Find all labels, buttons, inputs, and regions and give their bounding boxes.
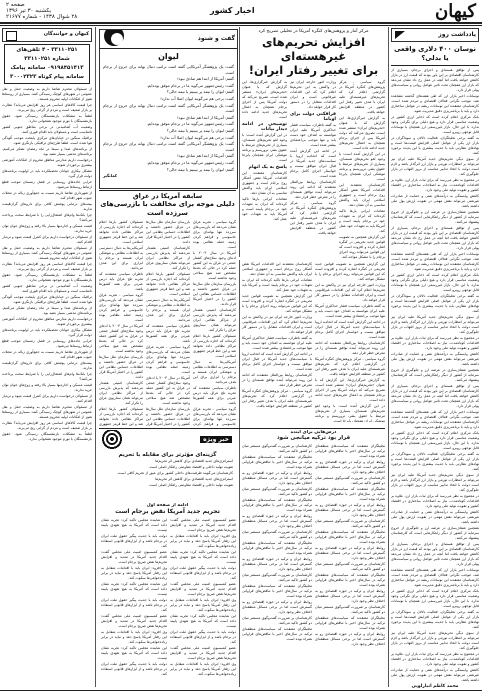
paragraph: دولت باید با جدیت پیگیر حقوق ملت ایران در برجام باشد و از ابزارهای قانونی استفاده کند.	[101, 598, 167, 612]
reader-item: مشکل بیکاری جوانان تحصیلکرده باید در اولویت برنامه‌های دولت قرار گیرد.	[2, 169, 92, 178]
reader-item: از مسئولان محترم تقاضا داریم به وضعیت حمل و نقل عمومی در شهرهای کوچک رسیدگی کنند. بسیاری از روستاها هنوز از امکانات اولیه محروم هستند.	[2, 246, 92, 260]
news-line: تقویت تولید داخلی و اقتصاد مقاومتی راهکار اصلی است.	[148, 483, 233, 487]
paragraph: دولت باید با جدیت پیگیر حقوق ملت ایران در برجام باشد و از ابزارهای قانونی استفاده کند.	[170, 630, 236, 644]
date-line: یکشنبه ۳۰ تیر ۱۳۹۶	[6, 8, 51, 14]
paragraph: عضو کمیسیون امنیت ملی مجلس گفت: اقدام جدید آمریکا در تمدید و افزایش تحریم‌ها نقض صریح برجام است.	[170, 518, 236, 532]
main-col-1	[339, 80, 385, 260]
paragraph: کارشناسان معتقدند این اقدامات آمریکا نقض آشکار روح برجام است و جمهوری اسلامی ایران باید واکنش مناسبی به آن نشان دهد.	[339, 183, 385, 207]
paragraph: کارشناسان روابط بین‌الملل معتقدند که ادامه این روند می‌تواند آینده توافق هسته‌ای را در معرض خطر قرار دهد.	[242, 373, 312, 387]
paragraph: روابط ایران و ترکیه در حوزه اقتصادی رو به گسترش است اما در برخی مسائل منطقه‌ای اختلاف نظر وجود دارد.	[315, 589, 385, 603]
paragraph: تحلیلگران معتقدند که سیاست‌های منطقه‌ای ترکیه در سال‌های اخیر با تناقض‌های فراوانی همراه بوده است.	[242, 455, 312, 469]
paragraph: در این گزارش آمده است: با وجود لغو تحریم‌های هسته‌ای، بسیاری از تحریم‌های مرتبط با حقوق بشر، تروریسم و برنامه موشکی ایران همچنان پابرجا است.	[242, 133, 287, 162]
paragraph: مقامات ایرانی بارها تاکید کرده‌اند که ایران به تعهدات خود در برجام پایبند است و آمریکا باید به تعهدات خود عمل کند.	[339, 209, 385, 233]
dialogue-line: گفت: رئیس‌جمهور می‌گوید ما در برجام موفق بوده‌ایم.	[146, 82, 234, 88]
paragraph: گروه سیاسی - مرکز پژوهش‌های کنگره آمریکا در گزارشی اعلام کرد که تحریم‌های غیرهسته‌ای علیه ایران با هدف تغییر رفتار این کشور در منطقه افزایش خواهد یافت.	[315, 357, 385, 376]
reader-item: بیمه‌های درمانی پوشش کافی برای داروهای گران‌قیمت ندارند.	[2, 361, 92, 370]
paragraph: روابط ایران و ترکیه در حوزه اقتصادی رو به گسترش است اما در برخی مسائل منطقه‌ای اختلاف نظر وجود دارد.	[315, 632, 385, 646]
issue-line: ۲۸ شوال ۱۴۳۸ - شماره ۲۱۶۷۷	[6, 14, 78, 20]
page-number: صفحه ۲	[6, 2, 25, 8]
editorial-header	[391, 28, 479, 42]
paragraph: همچنین شفاف‌سازی در عرضه ارز و جلوگیری از خروج سرمایه از کشور از دیگر راهکارهایی است که کارشناسان پیشنهاد می‌کنند.	[391, 368, 479, 382]
reader-item: از برنامه‌های صدا و سیما در ماه رمضان تشکر می‌کنیم. برنامه‌های مذهبی بسیار مفید بود.	[2, 147, 92, 156]
paragraph: کارشناسان معتقدند این اقدامات آمریکا نقض آشکار روح برجام است و جمهوری اسلامی ایران باید واکنش مناسبی به آن نشان دهد.	[242, 171, 287, 195]
main-story-columns	[242, 80, 385, 260]
paragraph: وی افزود: ایران باید با اقدامات متقابل به این رفتار آمریکا پاسخ دهد و نباید در برابر زیاده‌خواهی‌ها سکوت کند.	[170, 662, 236, 676]
reader-item: درخواست داریم مدارس مناطق محروم از امکانات آموزشی بیشتری برخوردار شوند.	[2, 158, 92, 167]
reader-item: از شهرداری تقاضا داریم نسبت به جمع‌آوری زباله در محلات جنوب شهر اقدام کند.	[2, 350, 92, 359]
paragraph: روابط ایران و ترکیه در حوزه اقتصادی رو به گسترش است اما در برخی مسائل منطقه‌ای اختلاف نظر وجود دارد.	[315, 546, 385, 560]
continued-col-2	[242, 262, 312, 422]
paragraph: تحلیلگران معتقدند که سیاست‌های منطقه‌ای ترکیه در سال‌های اخیر با تناقض‌های فراوانی همراه بوده است.	[315, 616, 385, 630]
paragraph: نوسانات اخیر بازار ارز که طی هفته‌های گذشته مشاهده شد، موجب نگرانی فعالان اقتصادی و مردم شده است. کارشناسان معتقدند این نوسانات ریشه در عوامل ساختاری دارد و باید با برنامه‌ریزی دقیق مدیریت شود.	[391, 568, 479, 587]
paragraph: این نماینده مجلس تاکید کرد: تجربه نشان داده است که آمریکا به هیچ تعهدی پایبند نیست.	[101, 646, 167, 660]
main-headline-1: افزایش تحریم‌های غیرهسته‌ای	[261, 35, 366, 63]
paragraph: نوسانات اخیر بازار ارز که طی هفته‌های گذشته مشاهده شد، موجب نگرانی فعالان اقتصادی و مردم شده است. کارشناسان معتقدند این نوسانات ریشه در عوامل ساختاری دارد و باید با برنامه‌ریزی دقیق مدیریت شود.	[391, 410, 479, 429]
paragraph: بانک مرکزی اعلام کرده است که ذخایر ارزی کشور در وضعیت مناسبی قرار دارد و هیچ دلیلی برای نگرانی وجود ندارد. با این حال، بازار غیررسمی ارز همچنان با نوسانات قابل توجهی روبرو است.	[391, 273, 479, 292]
paragraph: کارشناسان امنیتی هشدار می‌دهند که پذیرش بازرسی از مراکز نظامی ایران می‌تواند همان سناریوی عراق را تکرار کند.	[99, 381, 143, 405]
reader-item: مشکل بیکاری جوانان تحصیلکرده باید در اولویت برنامه‌های دولت قرار گیرد.	[2, 328, 92, 337]
footer-rule	[0, 690, 482, 691]
paragraph: این گزارش همچنین به تصویب قوانین جدید تحریمی در کنگره اشاره کرده و افزوده است که این قوانین می‌تواند روند اجرای برجام را با مشکل مواجه کند.	[242, 294, 312, 313]
bottom-story	[99, 503, 236, 687]
paragraph: در ادامه این گزارش آمده است که اتحادیه اروپا با سیاست‌های جدید آمریکا در قبال ایران موافق نیست و خواستار اجرای کامل برجام شده است.	[290, 149, 336, 178]
paragraph: دولت باید با جدیت پیگیر حقوق ملت ایران در برجام باشد و از ابزارهای قانونی استفاده کند.	[101, 662, 167, 676]
paragraph: در این گزارش آمده است: با وجود لغو تحریم‌های هسته‌ای، بسیاری از تحریم‌های مرتبط با حقوق بشر، تروریسم و برنامه موشکی ایران همچنان پابرجا است.	[315, 404, 385, 422]
paragraph: در مجموع به نظر می‌رسد که برای ثبات بازار ارز، علاوه بر اقدامات کوتاه‌مدت، نیاز به اصلاحات ساختاری در اقتصاد کشور و تقویت تولید ملی وجود دارد.	[391, 178, 479, 192]
dialogue-label: گفت و شنود	[197, 35, 235, 42]
paragraph: این گزارش همچنین به تصویب قوانین جدید تحریمی در کنگره اشاره کرده و افزوده است که این قوانین می‌تواند روند اجرای برجام را با مشکل مواجه کند.	[339, 235, 385, 259]
paragraph: این نماینده مجلس تاکید کرد: تجربه نشان داده است که آمریکا به هیچ تعهدی پایبند نیست.	[101, 518, 167, 532]
reader-item: از مسئولان محترم تقاضا داریم به وضعیت حمل و نقل عمومی در شهرهای کوچک رسیدگی کنند. بسیاری از روستاها هنوز از امکانات اولیه محروم هستند.	[2, 405, 92, 419]
paragraph: روابط ایران و ترکیه در حوزه اقتصادی رو به گسترش است اما در برخی مسائل منطقه‌ای اختلاف نظر وجود دارد.	[242, 471, 312, 485]
paragraph: وزارت امور خارجه ایران نیز در واکنش به این تحریم‌ها اعلام کرد که این اقدامات غیرقانونی است و ایران اقدامات متقابل را در دستور کار قرار خواهد داد.	[242, 315, 312, 334]
editorial-body	[391, 68, 479, 683]
right-bottom-col-1	[315, 444, 385, 648]
paragraph: در ادامه این گزارش آمده است که اتحادیه اروپا با سیاست‌های جدید آمریکا در قبال ایران موافق نیست و خواستار اجرای کامل برجام شده است.	[315, 320, 385, 339]
right-bottom-columns	[242, 444, 385, 648]
paragraph: کارشناسان بر ضرورت گفت‌وگوی مستمر میان دو کشور تاکید می‌کنند.	[315, 605, 385, 614]
paragraph: به گزارش خبرگزاری‌ها، این گزارش که با عنوان «تحریم‌های ایران» منتشر شده است، تصریح می‌کند که دولت آمریکا پس از اجرای برجام همچنان به اعمال تحریم‌های جدید ادامه داده است.	[242, 80, 287, 119]
paragraph: کارشناسان روابط بین‌الملل معتقدند که ادامه این روند می‌تواند آینده توافق هسته‌ای را در معرض خطر قرار دهد.	[290, 180, 336, 199]
paragraph: کارشناسان روابط بین‌الملل معتقدند که ادامه این روند می‌تواند آینده توافق هسته‌ای را در معرض خطر قرار دهد.	[315, 341, 385, 355]
dialogue-line: گفت: برخی هم می‌گویند لیوان اصلا آب ندارد!	[160, 134, 234, 140]
paragraph: وی افزود: ایران باید با اقدامات متقابل به این رفتار آمریکا پاسخ دهد و نباید در برابر زیاده‌خواهی‌ها سکوت کند.	[101, 566, 167, 580]
middle-col-2	[146, 220, 190, 427]
paragraph: این نماینده مجلس تاکید کرد: تجربه نشان داده است که آمریکا به هیچ تعهدی پایبند نیست.	[170, 550, 236, 564]
column-rule	[239, 27, 240, 257]
rule	[99, 428, 385, 429]
reader-item: لطفاً به مشکلات بازنشستگان رسیدگی شود. حقوق بازنشستگان با تورم موجود همخوانی ندارد.	[2, 114, 92, 123]
paragraph: گروه سیاسی - تجربه عراق نشان می‌دهد که بازرسی‌های سرزده تنها بهانه‌ای برای جاسوسی و فراهم کردن	[193, 407, 236, 426]
readers-body	[2, 87, 92, 442]
paragraph: به گفته برخی تحلیلگران، فعالیت دلالان و سوداگران در بازار ارز یکی از عوامل اصلی افزایش قیمت‌ها است و نهادهای نظارتی باید با جدیت بیشتری با این پدیده برخورد کنند.	[391, 452, 479, 471]
paragraph: دولت باید با جدیت پیگیر حقوق ملت ایران در برجام باشد و از ابزارهای قانونی استفاده کند.	[170, 566, 236, 580]
main-headline-2: برای تغییر رفتار ایران!	[248, 63, 379, 77]
flag-icon	[395, 31, 405, 39]
middle-col-1	[193, 220, 236, 427]
reader-item: لطفاً به مشکلات بازنشستگان رسیدگی شود. حقوق بازنشستگان با تورم موجود همخوانی ندارد.	[2, 432, 92, 441]
rule	[99, 190, 236, 191]
reader-item: از مسئولان درخواست داریم برای کنترل قیمت میوه و تره‌بار اقدام کنند.	[2, 235, 92, 244]
middle-columns	[99, 220, 236, 427]
dialogue-line: گفتم: آمریکا از ابتدا هم صادق نبود!	[177, 153, 234, 159]
paragraph: تحلیلگران معتقدند که سیاست‌های منطقه‌ای ترکیه در سال‌های اخیر با تناقض‌های فراوانی همراه بوده است.	[242, 498, 312, 512]
bottom-headline: تحریم جدید آمریکا نقض برجام است	[115, 508, 220, 515]
reader-item: از برنامه‌های صدا و سیما در ماه رمضان تشکر می‌کنیم. برنامه‌های مذهبی بسیار مفید بود.	[2, 306, 92, 315]
reader-item: بیمه‌های درمانی پوشش کافی برای داروهای گران‌قیمت ندارند.	[2, 202, 92, 211]
paragraph: از سوی دیگر، تحریم‌های جدید آمریکا علیه ایران نیز می‌تواند بر انتظارات تورمی و بازار ارز اثرگذار باشد و لازم است دولت با اتخاذ تدابیر مناسب از بروز التهاب در بازار جلوگیری کند.	[391, 315, 479, 334]
bottom-columns	[99, 518, 236, 678]
middle-headline: دلیلی موجه برای مخالفت با بازرسی‌های سرزده است	[100, 200, 235, 217]
main-kicker: مرکز آمار و پژوهش‌های کنگره آمریکا در تحلیلی تصریح کرد	[258, 29, 369, 34]
right-bottom-headline: قرار بود ترکیه میانجی شود	[276, 435, 351, 441]
news-box	[99, 430, 236, 500]
paragraph: همچنین شفاف‌سازی در عرضه ارز و جلوگیری از خروج سرمایه از کشور از دیگر راهکارهایی است که کارشناسان پیشنهاد می‌کنند.	[391, 210, 479, 224]
continued-columns	[242, 262, 385, 422]
paragraph: کاهش وابستگی به درآمدهای نفتی و حمایت از صادرات غیرنفتی می‌تواند نقش مهمی در تقویت ارزش پول ملی داشته باشد.	[391, 194, 479, 208]
paragraph: از سوی دیگر، تحریم‌های جدید آمریکا علیه ایران نیز می‌تواند بر انتظارات تورمی و بازار ارز اثرگذار باشد و لازم است دولت با اتخاذ تدابیر مناسب از بروز التهاب در بازار جلوگیری کند.	[391, 631, 479, 650]
paragraph: از سوی دیگر، تحریم‌های جدید آمریکا علیه ایران نیز می‌تواند بر انتظارات تورمی و بازار ارز اثرگذار باشد و لازم است دولت با اتخاذ تدابیر مناسب از بروز التهاب در بازار جلوگیری کند.	[391, 157, 479, 176]
news-line: استراتژی‌های جدید اقتصادی برای کاهش اثر تحریم‌ها	[155, 459, 233, 463]
paragraph: دولت باید با جدیت پیگیر حقوق ملت ایران در برجام باشد و از ابزارهای قانونی استفاده کند.	[101, 534, 167, 548]
paragraph: گروه سیاسی - مرکز پژوهش‌های کنگره آمریکا در گزارشی اعلام کرد که تحریم‌های غیرهسته‌ای علیه ایران با هدف تغییر رفتار این کشور در منطقه افزایش خواهد یافت.	[290, 201, 336, 235]
news-line: تقویت تولید داخلی و اقتصاد مقاومتی راهکار اصلی است.	[148, 465, 233, 469]
dialogue-line: گفت: یک پژوهشگر آمریکایی گفته است ترامپ دنبال بهانه برای خروج از برجام است.	[103, 141, 234, 152]
paragraph: ناظران سیاسی معتقدند که تجربه تلخ عراق باید درس عبرتی برای همه کشورها باشد.	[146, 324, 190, 343]
paragraph: وزارت امور خارجه ایران نیز در واکنش به این تحریم‌ها اعلام کرد که این اقدامات غیرقانونی است و ایران اقدامات متقابل را در دستور کار قرار خواهد داد.	[290, 80, 336, 109]
reader-item: خرابی جاده‌های روستایی در فصل زمستان موجب قطع ارتباط روستاها می‌شود.	[2, 180, 92, 189]
news-box-headline: گزینه‌ای مؤثرتر برای مقابله با تحریم	[118, 452, 217, 458]
paragraph: در مجموع به نظر می‌رسد که برای ثبات بازار ارز، علاوه بر اقدامات کوتاه‌مدت، نیاز به اصلاحات ساختاری در اقتصاد کشور و تقویت تولید ملی وجود دارد.	[391, 652, 479, 666]
paragraph: پس از توافق هسته‌ای و اجرای برجام، بسیاری از کارشناسان اقتصادی بر این باور بودند که قیمت ارز در بازار کاهش خواهد یافت اما آنچه در عمل رخ داد نشان می‌دهد که بازار ارز همچنان تحت تاثیر عوامل روانی و سیاست‌های پولی قرار دارد.	[391, 542, 479, 566]
news-box-body	[99, 458, 236, 490]
news-line: کارشناسان می‌گویند ظرفیت‌های داخلی کشور برای عبور از تحریم کافی است.	[116, 471, 233, 475]
dialogue-header	[100, 30, 237, 49]
paragraph: تحلیلگران معتقدند که سیاست‌های منطقه‌ای ترکیه در سال‌های اخیر با تناقض‌های فراوانی همراه بوده است.	[242, 541, 312, 555]
paragraph: عضو کمیسیون امنیت ملی مجلس گفت: اقدام جدید آمریکا در تمدید و افزایش تحریم‌ها نقض صریح برجام است.	[101, 550, 167, 564]
middle-col-3	[99, 220, 143, 427]
paragraph: نوسانات اخیر بازار ارز که طی هفته‌های گذشته مشاهده شد، موجب نگرانی فعالان اقتصادی و مردم شده است. کارشناسان معتقدند این نوسانات ریشه در عوامل ساختاری دارد و باید با برنامه‌ریزی دقیق مدیریت شود.	[391, 94, 479, 113]
paragraph: مقامات ایرانی بارها تاکید کرده‌اند که ایران به تعهدات خود در برجام پایبند است و آمریکا باید به تعهدات خود عمل کند.	[242, 197, 287, 221]
paragraph: ناظران سیاسی معتقدند که تجربه تلخ عراق باید درس عبرتی برای همه کشورها باشد.	[99, 272, 143, 291]
paragraph: تحلیلگران معتقدند که سیاست‌های منطقه‌ای ترکیه در سال‌های اخیر با تناقض‌های فراوانی همراه بوده است.	[242, 627, 312, 641]
paragraph: این نماینده مجلس تاکید کرد: تجربه نشان داده است که آمریکا به هیچ تعهدی پایبند نیست.	[101, 582, 167, 596]
dialogue-line: گفت: رئیس‌جمهور می‌گوید ما در برجام موفق بوده‌ایم.	[146, 121, 234, 127]
paragraph: بانک مرکزی اعلام کرده است که ذخایر ارزی کشور در وضعیت مناسبی قرار دارد و هیچ دلیلی برای نگرانی وجود ندارد. با این حال، بازار غیررسمی ارز همچنان با نوسانات قابل توجهی روبرو است.	[391, 589, 479, 608]
phone-box	[4, 44, 90, 84]
main-col-3	[242, 80, 287, 260]
paragraph: به گفته برخی تحلیلگران، فعالیت دلالان و سوداگران در بازار ارز یکی از عوامل اصلی افزایش قیمت‌ها است و نهادهای نظارتی باید با جدیت بیشتری با این پدیده برخورد کنند.	[391, 610, 479, 629]
reader-item: وضعیت آب آشامیدنی در برخی مناطق جنوبی کشور نامناسب است و مسئولان باید اقدام فوری کنند.	[2, 125, 92, 134]
paragraph: روابط ایران و ترکیه در حوزه اقتصادی رو به گسترش است اما در برخی مسائل منطقه‌ای اختلاف نظر وجود دارد.	[242, 600, 312, 614]
paragraph: تحلیلگران معتقدند که سیاست‌های منطقه‌ای ترکیه در سال‌های اخیر با تناقض‌های فراوانی همراه بوده است.	[315, 444, 385, 458]
phone-line-3: سامانه پیام کوتاه ۳۰۰۰۲۳۲۳	[10, 74, 84, 80]
dialogue-line: گفتم: آمریکا از ابتدا هم صادق نبود!	[177, 76, 234, 82]
dialogue-line: گفتم: لیوان را نیمه پر ببینیم یا نیمه خالی؟	[166, 89, 234, 95]
editorial-headline: نوسان ۴۰۰ دلاری واقعی یا بدلی؟	[391, 45, 479, 66]
paragraph: کارشناسان امنیتی هشدار می‌دهند که پذیرش بازرسی از مراکز نظامی ایران می‌تواند همان سناریوی عراق را تکرار کند.	[146, 246, 190, 270]
right-bottom-story	[242, 430, 385, 687]
dialogue-author: کمانگیر	[103, 173, 118, 179]
paragraph: کاهش وابستگی به درآمدهای نفتی و حمایت از صادرات غیرنفتی می‌تواند نقش مهمی در تقویت ارزش پول ملی داشته باشد.	[391, 510, 479, 524]
paragraph: بازرسان سازمان ملل سال‌ها در عراق حضور داشتند و اطلاعات حساس نظامی این کشور را در اختیار آمریکا قرار	[146, 407, 190, 426]
page-header	[0, 0, 482, 24]
reader-item: چرا بانک‌ها وام‌های اشتغال‌زایی را با شرایط سخت پرداخت می‌کنند؟	[2, 213, 92, 222]
paragraph: کارشناسان بر ضرورت گفت‌وگوی مستمر میان دو کشور تاکید می‌کنند.	[315, 476, 385, 485]
paragraph: در ادامه این گزارش آمده است که اتحادیه اروپا با سیاست‌های جدید آمریکا در قبال ایران موافق نیست و خواستار اجرای کامل برجام شده است.	[242, 352, 312, 371]
reader-item: چرا قیمت کالاهای اساسی هر روز افزایش می‌یابد؟ نظارت بر بازار ضعیف است و مردم از گرانی رنج می‌برند.	[2, 103, 92, 112]
dialogue-line: گفتم: لیوان را نیمه پر ببینیم یا نیمه خالی؟	[166, 166, 234, 172]
paragraph: بازرسان سازمان ملل سال‌ها در عراق حضور داشتند و اطلاعات حساس نظامی این کشور را در اختیار آمریکا قرار دادند.	[99, 355, 143, 379]
paragraph: تحلیلگران معتقدند که سیاست‌های منطقه‌ای ترکیه در سال‌های اخیر با تناقض‌های فراوانی همراه بوده است.	[315, 487, 385, 501]
subhead: پاسخ به یک اتهام	[248, 165, 287, 170]
paragraph: عضو کمیسیون امنیت ملی مجلس گفت: اقدام جدید آمریکا در تمدید و افزایش تحریم‌ها نقض صریح برجام است.	[170, 582, 236, 596]
paragraph: تحلیلگران معتقدند که سیاست‌های منطقه‌ای ترکیه در سال‌های اخیر با تناقض‌های فراوانی همراه بوده است.	[315, 573, 385, 587]
editorial-column	[391, 28, 479, 688]
paragraph: کارشناسان امنیتی هشدار می‌دهند که پذیرش بازرسی از مراکز نظامی ایران می‌تواند همان سناریوی عراق را تکرار کند.	[193, 308, 236, 332]
editorial-label: یادداشت روز	[438, 31, 476, 38]
middle-story	[99, 192, 236, 427]
paragraph: کارشناسان بر ضرورت گفت‌وگوی مستمر میان دو کشور تاکید می‌کنند.	[242, 573, 312, 582]
paragraph: به گفته ناظران، سیاست فشار حداکثری آمریکا علیه ایران نتوانسته به اهداف خود دست یابد و تنها موجب بی‌اعتمادی بیشتر شده است.	[315, 304, 385, 318]
readers-label: کیهان و خوانندگان	[43, 31, 89, 37]
paragraph: در این گزارش آمده است: با وجود لغو تحریم‌های هسته‌ای، بسیاری از تحریم‌های مرتبط با حقوق بشر، تروریسم و برنامه موشکی ایران همچنان پابرجا است.	[339, 152, 385, 181]
paragraph: روابط ایران و ترکیه در حوزه اقتصادی رو به گسترش است اما در برخی مسائل منطقه‌ای اختلاف نظر وجود دارد.	[242, 557, 312, 571]
dialogue-line: گفت: یک پژوهشگر آمریکایی گفته است ترامپ دنبال بهانه برای خروج از برجام است.	[103, 64, 234, 75]
paragraph: آمریکا در سال ۲۰۰۳ با ادعای وجود سلاح‌های کشتار جمعی در عراق به این کشور حمله کرد در حالی که بعدها مشخص شد هیچ سلاحی وجود نداشته است.	[193, 251, 236, 280]
paragraph: روابط ایران و ترکیه در حوزه اقتصادی رو به گسترش است اما در برخی مسائل منطقه‌ای اختلاف نظر وجود دارد.	[242, 514, 312, 528]
continued-col-1	[315, 262, 385, 422]
paragraph: پس از توافق هسته‌ای و اجرای برجام، بسیاری از کارشناسان اقتصادی بر این باور بودند که قیمت ارز در بازار کاهش خواهد یافت اما آنچه در عمل رخ داد نشان می‌دهد که بازار ارز همچنان تحت تاثیر عوامل روانی و سیاست‌های پولی قرار دارد.	[391, 68, 479, 92]
right-bottom-col-2	[242, 444, 312, 648]
paragraph: به گفته ناظران، سیاست فشار حداکثری آمریکا علیه ایران نتوانسته به اهداف خود دست یابد و تنها موجب بی‌اعتمادی بیشتر شده است.	[290, 123, 336, 147]
dialogue-logo-icon	[104, 29, 124, 46]
paragraph: کارشناسان بر ضرورت گفت‌وگوی مستمر میان دو کشور تاکید می‌کنند.	[242, 530, 312, 539]
phone-icon	[6, 31, 17, 41]
column-rule	[95, 27, 96, 687]
paragraph: مسئولان کشور بارها اعلام کرده‌اند که اجازه بازرسی از مراکز نظامی داده نخواهد شد و این خط قرمز جمهوری	[99, 407, 143, 426]
paragraph: گروه سیاسی - تجربه عراق نشان می‌دهد که بازرسی‌های سرزده تنها بهانه‌ای برای جاسوسی و فراهم کردن زمینه حمله نظامی بوده است.	[146, 345, 190, 374]
paragraph: این گزارش همچنین به تصویب قوانین جدید تحریمی در کنگره اشاره کرده و افزوده است که این قوانین می‌تواند روند اجرای برجام را با مشکل مواجه کند.	[315, 262, 385, 281]
dialogue-line: گفت: یک پژوهشگر آمریکایی گفته است ترامپ دنبال بهانه برای خروج از برجام است.	[103, 102, 234, 114]
reader-item: درخواست داریم مدارس مناطق محروم از امکانات آموزشی بیشتری برخوردار شوند.	[2, 317, 92, 326]
paragraph: کارشناسان بر ضرورت گفت‌وگوی مستمر میان دو کشور تاکید می‌کنند.	[315, 519, 385, 528]
column-rule	[388, 27, 389, 687]
news-line: استراتژی‌های جدید اقتصادی برای کاهش اثر تحریم‌ها	[155, 477, 233, 481]
paragraph: مقامات ایرانی بارها تاکید کرده‌اند که ایران به تعهدات خود در برجام پایبند است و آمریکا باید به تعهدات خود عمل کند.	[242, 278, 312, 292]
paragraph: به گفته ناظران، سیاست فشار حداکثری آمریکا علیه ایران نتوانسته به اهداف خود دست یابد و تنها موجب بی‌اعتمادی بیشتر شده است.	[242, 336, 312, 350]
paragraph: تحلیلگران معتقدند که سیاست‌های منطقه‌ای ترکیه در سال‌های اخیر با تناقض‌های فراوانی همراه بوده است.	[315, 530, 385, 544]
paragraph: مسئولان کشور بارها اعلام کرده‌اند که اجازه بازرسی از مراکز نظامی داده نخواهد شد و این خط قرمز جمهوری اسلامی است.	[193, 334, 236, 358]
dialogue-body	[100, 64, 237, 179]
middle-kicker: سابقه آمریکا در عراق	[132, 192, 203, 200]
reader-item: از مسئولان محترم تقاضا داریم به وضعیت حمل و نقل عمومی در شهرهای کوچک رسیدگی کنند. بسیاری از روستاها هنوز از امکانات اولیه محروم هستند.	[2, 87, 92, 101]
paragraph: کارشناسان بر ضرورت گفت‌وگوی مستمر میان دو کشور تاکید می‌کنند.	[242, 616, 312, 625]
paragraph: همچنین شفاف‌سازی در عرضه ارز و جلوگیری از خروج سرمایه از کشور از دیگر راهکارهایی است که کارشناسان پیشنهاد می‌کنند.	[391, 526, 479, 540]
paragraph: ناظران سیاسی معتقدند که تجربه تلخ عراق باید درس عبرتی برای همه کشورها باشد.	[193, 386, 236, 405]
reader-item: ترافیک سنگین در خیابان‌های مرکزی پایتخت موجب آلودگی هوا شده است. لطفاً طرح‌های ترافیکی بازنگری شود.	[2, 136, 92, 145]
paragraph: عضو کمیسیون امنیت ملی مجلس گفت: اقدام جدید آمریکا در تمدید و افزایش تحریم‌ها نقض صریح برجام است.	[170, 646, 236, 660]
main-story-continued	[242, 262, 385, 422]
header-rule	[0, 25, 482, 26]
paragraph: به گفته برخی تحلیلگران، فعالیت دلالان و سوداگران در بازار ارز یکی از عوامل اصلی افزایش قیمت‌ها است و نهادهای نظارتی باید با جدیت بیشتری با این پدیده برخورد کنند.	[391, 294, 479, 313]
paragraph: عضو کمیسیون امنیت ملی مجلس گفت: اقدام جدید آمریکا در تمدید و افزایش تحریم‌ها نقض صریح برجام است.	[101, 614, 167, 628]
reader-item: از شهرداری تقاضا داریم نسبت به جمع‌آوری زباله در محلات جنوب شهر اقدام کند.	[2, 191, 92, 200]
page-meta	[6, 2, 77, 20]
readers-header	[2, 28, 92, 42]
paragraph: گروه سیاسی - تجربه عراق نشان می‌دهد که بازرسی‌های سرزده تنها بهانه‌ای برای جاسوسی و فراهم کردن زمینه حمله نظامی بوده است.	[99, 293, 143, 322]
paragraph: پس از توافق هسته‌ای و اجرای برجام، بسیاری از کارشناسان اقتصادی بر این باور بودند که قیمت ارز در بازار کاهش خواهد یافت اما آنچه در عمل رخ داد نشان می‌دهد که بازار ارز همچنان تحت تاثیر عوامل روانی و سیاست‌های پولی قرار دارد.	[391, 226, 479, 250]
paragraph: نوسانات اخیر بازار ارز که طی هفته‌های گذشته مشاهده شد، موجب نگرانی فعالان اقتصادی و مردم شده است. کارشناسان معتقدند این نوسانات ریشه در عوامل ساختاری دارد و باید با برنامه‌ریزی دقیق مدیریت شود.	[391, 252, 479, 271]
paragraph: به گفته برخی تحلیلگران، فعالیت دلالان و سوداگران در بازار ارز یکی از عوامل اصلی افزایش قیمت‌ها است و نهادهای نظارتی باید با جدیت بیشتری با این پدیده برخورد کنند.	[391, 136, 479, 155]
paragraph: کاهش وابستگی به درآمدهای نفتی و حمایت از صادرات غیرنفتی می‌تواند نقش مهمی در تقویت ارزش پول ملی داشته باشد.	[391, 352, 479, 366]
bottom-col-1	[170, 518, 236, 678]
paragraph: آمریکایی‌ها به دنبال دسترسی به اطلاعات نظامی و موشکی ایران هستند و برجام را ابزاری برای این هدف می‌دانند.	[99, 246, 143, 270]
paragraph: وی افزود: ایران باید با اقدامات متقابل به این رفتار آمریکا پاسخ دهد و نباید در برابر زیاده‌خواهی‌ها سکوت کند.	[170, 598, 236, 612]
paragraph: بازرسان سازمان ملل سال‌ها در عراق حضور داشتند و اطلاعات حساس نظامی این کشور را در اختیار آمریکا قرار دادند.	[193, 282, 236, 306]
paragraph: کارشناسان بر ضرورت گفت‌وگوی مستمر میان دو کشور تاکید می‌کنند.	[242, 444, 312, 453]
reader-item: لطفاً به مشکلات بازنشستگان رسیدگی شود. حقوق بازنشستگان با تورم موجود همخوانی ندارد.	[2, 273, 92, 282]
paragraph: کاهش وابستگی به درآمدهای نفتی و حمایت از صادرات غیرنفتی می‌تواند نقش مهمی در تقویت ارزش پول ملی داشته باشد.	[391, 668, 479, 682]
paragraph: به گزارش خبرگزاری‌ها، این گزارش که با عنوان «تحریم‌های ایران» منتشر شده است، تصریح می‌کند که دولت آمریکا پس از اجرای برجام همچنان به اعمال تحریم‌های جدید ادامه داده است.	[338, 116, 385, 150]
subhead: فرافکنی دولت برای اوباما	[290, 112, 336, 122]
right-bottom-kicker: درس‌هایی برای آینده	[290, 430, 337, 435]
dialogue-box	[99, 29, 238, 189]
reader-item: چرا بانک‌ها وام‌های اشتغال‌زایی را با شرایط سخت پرداخت می‌کنند؟	[2, 372, 92, 381]
reader-item: از مسئولان درخواست داریم برای کنترل قیمت میوه و تره‌بار اقدام کنند.	[2, 394, 92, 403]
main-col-2	[290, 80, 336, 260]
paragraph: آمریکایی‌ها به دنبال دسترسی به اطلاعات نظامی و موشکی ایران هستند و برجام را ابزاری برای این هدف می‌دانند.	[146, 298, 190, 322]
news-box-label: خبر ویژه	[200, 436, 232, 443]
reader-item: چرا قیمت کالاهای اساسی هر روز افزایش می‌یابد؟ نظارت بر بازار ضعیف است و مردم از گرانی رنج می‌برند.	[2, 421, 92, 430]
paragraph: کارشناسان بر ضرورت گفت‌وگوی مستمر میان دو کشور تاکید می‌کنند.	[242, 487, 312, 496]
phone-line-1: ۳۳۱۱۰۲۵۱ - ۴ تلفن‌های شماره ۳۳۱۱۰۲۵۱	[16, 47, 78, 62]
paragraph: در مجموع به نظر می‌رسد که برای ثبات بازار ارز، علاوه بر اقدامات کوتاه‌مدت، نیاز به اصلاحات ساختاری در اقتصاد کشور و تقویت تولید ملی وجود دارد.	[391, 336, 479, 350]
paragraph: روابط ایران و ترکیه در حوزه اقتصادی رو به گسترش است اما در برخی مسائل منطقه‌ای اختلاف نظر وجود دارد.	[315, 460, 385, 474]
dialogue-line: گفت: رئیس‌جمهور می‌گوید ما در برجام موفق بوده‌ایم.	[146, 159, 234, 165]
reader-item: ترافیک سنگین در خیابان‌های مرکزی پایتخت موجب آلودگی هوا شده است. لطفاً طرح‌های ترافیکی بازنگری شود.	[2, 295, 92, 304]
reader-item: وضعیت آب آشامیدنی در برخی مناطق جنوبی کشور نامناسب است و مسئولان باید اقدام فوری کنند.	[2, 284, 92, 293]
bottom-kicker: ادامه از صفحه اول	[146, 503, 189, 508]
reader-item: قیمت مسکن و اجاره‌بها بسیار بالا رفته و زوج‌های جوان توان خرید ندارند.	[2, 383, 92, 392]
dialogue-line: گفتم: آمریکا از ابتدا هم صادق نبود!	[177, 114, 234, 120]
readers-column	[2, 28, 92, 688]
paragraph: وی افزود: ایران باید با اقدامات متقابل به این رفتار آمریکا پاسخ دهد و نباید در برابر زیاده‌خواهی‌ها سکوت کند.	[170, 534, 236, 548]
paragraph: آمریکا در سال ۲۰۰۳ با ادعای وجود سلاح‌های کشتار جمعی در عراق به این کشور حمله کرد در حالی که بعدها مشخص شد هیچ سلاحی وجود نداشته است.	[146, 376, 191, 405]
paragraph: در مجموع به نظر می‌رسد که برای ثبات بازار ارز، علاوه بر اقدامات کوتاه‌مدت، نیاز به اصلاحات ساختاری در اقتصاد کشور و تقویت تولید ملی وجود دارد.	[391, 494, 479, 508]
paragraph: آمریکا در سال ۲۰۰۳ با ادعای وجود سلاح‌های کشتار جمعی در عراق به این کشور حمله کرد در حالی که بعدها مشخص شد هیچ سلاحی وجود نداشته است.	[99, 324, 144, 353]
reader-item: خرابی جاده‌های روستایی در فصل زمستان موجب قطع ارتباط روستاها می‌شود.	[2, 339, 92, 348]
newspaper-logo: کیهان	[434, 1, 476, 22]
dialogue-line: گفتم: لیوان را نیمه پر ببینیم یا نیمه خالی؟	[166, 127, 234, 133]
paragraph: بازرسان سازمان ملل سال‌ها در عراق حضور داشتند و اطلاعات حساس نظامی این کشور را در اختیار آمریکا قرار دادند.	[146, 220, 190, 244]
paragraph: کارشناسان معتقدند این اقدامات آمریکا نقض آشکار روح برجام است و جمهوری اسلامی ایران باید واکنش مناسبی به آن نشان دهد.	[242, 262, 312, 276]
bottom-col-2	[101, 518, 167, 678]
paragraph: آمریکایی‌ها به دنبال دسترسی به اطلاعات نظامی و موشکی ایران هستند و برجام را ابزاری برای این هدف می‌دانند.	[193, 360, 236, 384]
spiral-logo-icon	[101, 430, 123, 450]
phone-line-2: ۰۹۱۹۸۴۵۱۴۱۳ سامانه پیامک	[10, 65, 84, 71]
reader-item: چرا قیمت کالاهای اساسی هر روز افزایش می‌یابد؟ نظارت بر بازار ضعیف است و مردم از گرانی رنج می‌برند.	[2, 262, 92, 271]
main-story	[242, 28, 385, 260]
dialogue-line: گفت: برخی هم می‌گویند لیوان اصلا آب ندارد!	[160, 95, 234, 101]
paragraph: از سوی دیگر، تحریم‌های جدید آمریکا علیه ایران نیز می‌تواند بر انتظارات تورمی و بازار ارز اثرگذار باشد و لازم است دولت با اتخاذ تدابیر مناسب از بروز التهاب در بازار جلوگیری کند.	[391, 473, 479, 492]
paragraph: گروه سیاسی - تجربه عراق نشان می‌دهد که بازرسی‌های سرزده تنها بهانه‌ای برای جاسوسی و فراهم کردن زمینه حمله نظامی بوده است.	[193, 220, 236, 249]
news-box-header	[99, 430, 236, 452]
paragraph: این نماینده مجلس تاکید کرد: تجربه نشان داده است که آمریکا به هیچ تعهدی پایبند نیست.	[170, 614, 236, 628]
paragraph: بانک مرکزی اعلام کرده است که ذخایر ارزی کشور در وضعیت مناسبی قرار دارد و هیچ دلیلی برای نگرانی وجود ندارد. با این حال، بازار غیررسمی ارز همچنان با نوسانات قابل توجهی روبرو است.	[391, 431, 479, 450]
paragraph: پس از توافق هسته‌ای و اجرای برجام، بسیاری از کارشناسان اقتصادی بر این باور بودند که قیمت ارز در بازار کاهش خواهد یافت اما آنچه در عمل رخ داد نشان می‌دهد که بازار ارز همچنان تحت تاثیر عوامل روانی و سیاست‌های پولی قرار دارد.	[391, 384, 479, 408]
paragraph: وی افزود: ایران باید با اقدامات متقابل به این رفتار آمریکا پاسخ دهد و نباید در برابر زیاده‌خواهی‌ها سکوت کند.	[101, 630, 167, 644]
paragraph: مسئولان کشور بارها اعلام کرده‌اند که اجازه بازرسی از مراکز نظامی داده نخواهد شد و این خط قرمز جمهوری اسلامی است.	[146, 272, 190, 296]
column-rule	[239, 260, 240, 687]
paragraph: روابط ایران و ترکیه در حوزه اقتصادی رو به گسترش است اما در برخی مسائل منطقه‌ای اختلاف نظر وجود دارد.	[315, 503, 385, 517]
paragraph: مسئولان کشور بارها اعلام کرده‌اند که اجازه بازرسی از مراکز نظامی داده نخواهد شد و این خط قرمز جمهوری اسلامی است.	[99, 220, 143, 244]
paragraph: تحلیلگران معتقدند که سیاست‌های منطقه‌ای ترکیه در سال‌های اخیر با تناقض‌های فراوانی همراه بوده است.	[242, 584, 312, 598]
reader-item: قیمت مسکن و اجاره‌بها بسیار بالا رفته و زوج‌های جوان توان خرید ندارند.	[2, 224, 92, 233]
section-title: اخبار کشور	[210, 6, 255, 15]
paragraph: وزارت امور خارجه ایران نیز در واکنش به این تحریم‌ها اعلام کرد که این اقدامات غیرقانونی است و ایران اقدامات متقابل را در دستور کار قرار خواهد داد.	[315, 283, 385, 302]
subhead: توضیحی در ادامه دیدار بیانات	[242, 122, 287, 132]
paragraph: به گزارش خبرگزاری‌ها، این گزارش که با عنوان «تحریم‌های ایران» منتشر شده است، تصریح می‌کند که دولت آمریکا پس از اجرای برجام همچنان به اعمال تحریم‌های جدید ادامه داده است.	[315, 378, 385, 402]
paragraph: گروه سیاسی - مرکز پژوهش‌های کنگره آمریکا در گزارشی اعلام کرد که تحریم‌های غیرهسته‌ای علیه ایران با هدف تغییر رفتار این کشور در منطقه افزایش خواهد یافت.	[242, 389, 312, 408]
paragraph: کارشناسان بر ضرورت گفت‌وگوی مستمر میان دو کشور تاکید می‌کنند.	[315, 562, 385, 571]
paragraph: بانک مرکزی اعلام کرده است که ذخایر ارزی کشور در وضعیت مناسبی قرار دارد و هیچ دلیلی برای نگرانی وجود ندارد. با این حال، بازار غیررسمی ارز همچنان با نوسانات قابل توجهی روبرو است.	[391, 115, 479, 134]
editorial-author: محمد کاظم انبارلویی	[411, 684, 459, 689]
dialogue-title: لیوان	[158, 52, 179, 61]
paragraph: گروه سیاسی - مرکز پژوهش‌های کنگره آمریکا در گزارشی اعلام کرد که تحریم‌های غیرهسته‌ای علیه ایران با هدف تغییر رفتار این کشور در منطقه افزایش خواهد یافت.	[339, 80, 385, 114]
